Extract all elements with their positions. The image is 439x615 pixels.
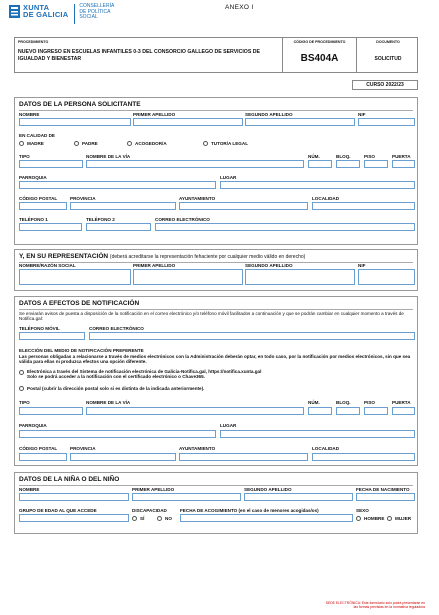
- radio-mujer[interactable]: MUJER: [387, 516, 411, 521]
- procedure-title: NUEVO INGRESO EN ESCUELAS INFANTILES 0-3 DEL CONSORCIO GALLEGO DE SERVICIOS DE IGUALDAD Y BIENESTAR: [18, 49, 260, 62]
- footer-note: [326, 601, 425, 609]
- annex-label: ANEXO I: [225, 4, 254, 11]
- xunta-logo: [9, 4, 114, 24]
- label-tel1: TELÉFONO 1: [19, 217, 48, 222]
- child-grupo-input[interactable]: [19, 514, 129, 522]
- applicant-parroquia-input[interactable]: [19, 181, 216, 189]
- notif-piso-input[interactable]: [364, 407, 388, 415]
- procedure-header: [14, 37, 418, 73]
- label-nombre: NOMBRE: [19, 112, 40, 117]
- radio-acogedor[interactable]: ACOGEDOR/A: [127, 141, 167, 146]
- child-nombre-input[interactable]: [19, 493, 129, 501]
- notif-email-input[interactable]: [89, 332, 415, 340]
- radio-hombre[interactable]: HOMBRE: [356, 516, 384, 521]
- xunta-shield-icon: [9, 5, 20, 18]
- footer-line2: las formas previstas en la normativa reguladora: [353, 605, 425, 609]
- notif-title: DATOS A EFECTOS DE NOTIFICACIÓN: [19, 300, 140, 307]
- label-notif-via: NOMBRE DE LA VÍA: [86, 400, 131, 405]
- notif-intro: Se enviarán avisos de puesta a disposición de la notificación en el correo electrónico y/o teléfono móvil facilitados a continuación y que se podrán cambiar en cualquier momento a través de Notifica.gal:: [19, 311, 404, 322]
- label-razon: NOMBRE/RAZÓN SOCIAL: [19, 263, 76, 268]
- logo-dept3: SOCIAL: [79, 14, 98, 21]
- child-section: [14, 472, 418, 534]
- label-cp: CÓDIGO POSTAL: [19, 196, 58, 201]
- label-localidad: LOCALIDAD: [312, 196, 340, 201]
- label-notif-cp: CÓDIGO POSTAL: [19, 446, 58, 451]
- applicant-nif-input[interactable]: [358, 118, 415, 126]
- label-apellido1: PRIMER APELLIDO: [133, 112, 176, 117]
- code-label: CÓDIGO DE PROCEDIMIENTO: [293, 40, 346, 44]
- radio-madre[interactable]: MADRE: [19, 141, 44, 146]
- radio-tutor[interactable]: TUTOR/A LEGAL: [203, 141, 248, 146]
- logo-dept2: DE POLÍTICA: [79, 8, 111, 15]
- applicant-localidad-input[interactable]: [312, 202, 415, 210]
- label-tipo: TIPO: [19, 154, 30, 159]
- label-movil: TELÉFONO MÓVIL: [19, 326, 60, 331]
- notif-tipo-input[interactable]: [19, 407, 83, 415]
- label-apellido2: SEGUNDO APELLIDO: [245, 112, 293, 117]
- logo-line2: DE GALICIA: [23, 10, 69, 19]
- applicant-email-input[interactable]: [155, 223, 415, 231]
- child-apellido1-input[interactable]: [132, 493, 241, 501]
- notif-puerta-input[interactable]: [392, 407, 415, 415]
- child-title: DATOS DE LA NIÑA O DEL NIÑO: [19, 476, 120, 483]
- applicant-apellido2-input[interactable]: [245, 118, 355, 126]
- rep-razon-input[interactable]: [19, 269, 131, 285]
- label-notif-piso: PISO: [364, 400, 375, 405]
- label-tel2: TELÉFONO 2: [86, 217, 115, 222]
- label-child-nombre: NOMBRE: [19, 487, 40, 492]
- child-fecha-nac-input[interactable]: [356, 493, 415, 501]
- label-notif-parroquia: PARROQUIA: [19, 423, 47, 428]
- procedure-code: BS404A: [300, 53, 339, 64]
- label-child-apellido2: SEGUNDO APELLIDO: [244, 487, 292, 492]
- label-fecha-nac: FECHA DE NACIMIENTO: [356, 487, 410, 492]
- applicant-bloq-input[interactable]: [336, 160, 360, 168]
- applicant-section: [14, 97, 418, 245]
- applicant-tipo-input[interactable]: [19, 160, 83, 168]
- label-puerta: PUERTA: [392, 154, 411, 159]
- logo-dept1: CONSELLERÍA: [79, 3, 115, 9]
- applicant-cp-input[interactable]: [19, 202, 67, 210]
- applicant-num-input[interactable]: [308, 160, 332, 168]
- notification-section: [14, 296, 418, 466]
- applicant-puerta-input[interactable]: [392, 160, 415, 168]
- applicant-nombre-input[interactable]: [19, 118, 131, 126]
- label-grupo: GRUPO DE EDAD AL QUE ACCEDE: [19, 508, 97, 513]
- label-lugar: LUGAR: [220, 175, 237, 180]
- label-bloq: BLOQ.: [336, 154, 351, 159]
- applicant-title: DATOS DE LA PERSONA SOLICITANTE: [19, 101, 141, 108]
- label-notif-bloq: BLOQ.: [336, 400, 351, 405]
- applicant-tel1-input[interactable]: [19, 223, 82, 231]
- child-acogimiento-input[interactable]: [180, 514, 353, 522]
- footer-line1: SEDE ELECTRÓNICA: Este formulario solo podrá presentarse en: [325, 601, 425, 605]
- label-acogimiento: FECHA DE ACOGIMIENTO (en el caso de menores acogidas/os): [180, 508, 319, 513]
- notif-parroquia-input[interactable]: [19, 430, 216, 438]
- document-label: DOCUMENTO: [376, 40, 400, 44]
- radio-postal[interactable]: Postal (cubrir la dirección postal solo si es distinta de la indicada anteriormente).: [19, 386, 204, 391]
- notif-lugar-input[interactable]: [220, 430, 415, 438]
- rep-nif-input[interactable]: [358, 269, 415, 285]
- notif-bloq-input[interactable]: [336, 407, 360, 415]
- label-notif-tipo: TIPO: [19, 400, 30, 405]
- notif-movil-input[interactable]: [19, 332, 85, 340]
- label-ayuntamiento: AYUNTAMIENTO: [179, 196, 216, 201]
- rep-title: Y, EN SU REPRESENTACIÓN: [19, 253, 109, 260]
- applicant-via-input[interactable]: [86, 160, 304, 168]
- radio-electronica[interactable]: Electrónica a través del Sistema de notificación electrónica de Galicia-Notifica.gal, https://notifica.xunta.gal Solo se podrá acceder a la notificación con el certificado electrónico o Chave365.: [19, 369, 261, 380]
- document-type: SOLICITUD: [374, 56, 402, 62]
- rep-apellido1-input[interactable]: [133, 269, 243, 285]
- rep-apellido2-input[interactable]: [245, 269, 355, 285]
- applicant-piso-input[interactable]: [364, 160, 388, 168]
- representative-section: [14, 249, 418, 291]
- rep-note: (deberá acreditarse la representación fehaciente por cualquier medio válido en derecho): [109, 254, 306, 260]
- notif-cp-input[interactable]: [19, 453, 67, 461]
- medio-text: Las personas obligadas a relacionarse a través de medios electrónicos con la Administración deberán optar, en todo caso, por la notificación por medios electrónicos, sin que sea válida para ellas ni produzca efectos una opción diferente.: [19, 354, 411, 365]
- label-notif-localidad: LOCALIDAD: [312, 446, 340, 451]
- label-piso: PISO: [364, 154, 375, 159]
- label-notif-lugar: LUGAR: [220, 423, 237, 428]
- radio-discapacidad-no[interactable]: NO: [157, 516, 172, 521]
- label-notif-num: NÚM.: [308, 400, 320, 405]
- notif-provincia-input[interactable]: [70, 453, 176, 461]
- applicant-provincia-input[interactable]: [70, 202, 176, 210]
- label-provincia: PROVINCIA: [70, 196, 96, 201]
- label-rep-apellido1: PRIMER APELLIDO: [133, 263, 176, 268]
- procedure-label: PROCEDIMIENTO: [18, 40, 49, 44]
- applicant-apellido1-input[interactable]: [133, 118, 243, 126]
- label-discapacidad: DISCAPACIDAD: [132, 508, 167, 513]
- applicant-lugar-input[interactable]: [220, 181, 415, 189]
- label-via: NOMBRE DE LA VÍA: [86, 154, 131, 159]
- notif-num-input[interactable]: [308, 407, 332, 415]
- label-rep-nif: NIF: [358, 263, 366, 268]
- label-email: CORREO ELECTRÓNICO: [155, 217, 210, 222]
- notif-via-input[interactable]: [86, 407, 304, 415]
- label-medio: ELECCIÓN DEL MEDIO DE NOTIFICACIÓN PREFERENTE: [19, 348, 144, 353]
- label-child-apellido1: PRIMER APELLIDO: [132, 487, 175, 492]
- label-notif-provincia: PROVINCIA: [70, 446, 96, 451]
- label-parroquia: PARROQUIA: [19, 175, 47, 180]
- logo-line1: XUNTA: [23, 3, 50, 12]
- label-sexo: SEXO: [356, 508, 369, 513]
- label-notif-ayuntamiento: AYUNTAMIENTO: [179, 446, 216, 451]
- notif-ayuntamiento-input[interactable]: [179, 453, 308, 461]
- label-notif-puerta: PUERTA: [392, 400, 411, 405]
- label-notif-email: CORREO ELECTRÓNICO: [89, 326, 144, 331]
- radio-discapacidad-si[interactable]: SÍ: [132, 516, 144, 521]
- label-nif: NIF: [358, 112, 366, 117]
- child-apellido2-input[interactable]: [244, 493, 353, 501]
- label-num: NÚM.: [308, 154, 320, 159]
- course-year: CURSO 2022/23: [352, 80, 418, 90]
- applicant-ayuntamiento-input[interactable]: [179, 202, 308, 210]
- radio-padre[interactable]: PADRE: [74, 141, 98, 146]
- label-rep-apellido2: SEGUNDO APELLIDO: [245, 263, 293, 268]
- label-calidad: EN CALIDAD DE: [19, 133, 55, 138]
- applicant-tel2-input[interactable]: [86, 223, 151, 231]
- notif-localidad-input[interactable]: [312, 453, 415, 461]
